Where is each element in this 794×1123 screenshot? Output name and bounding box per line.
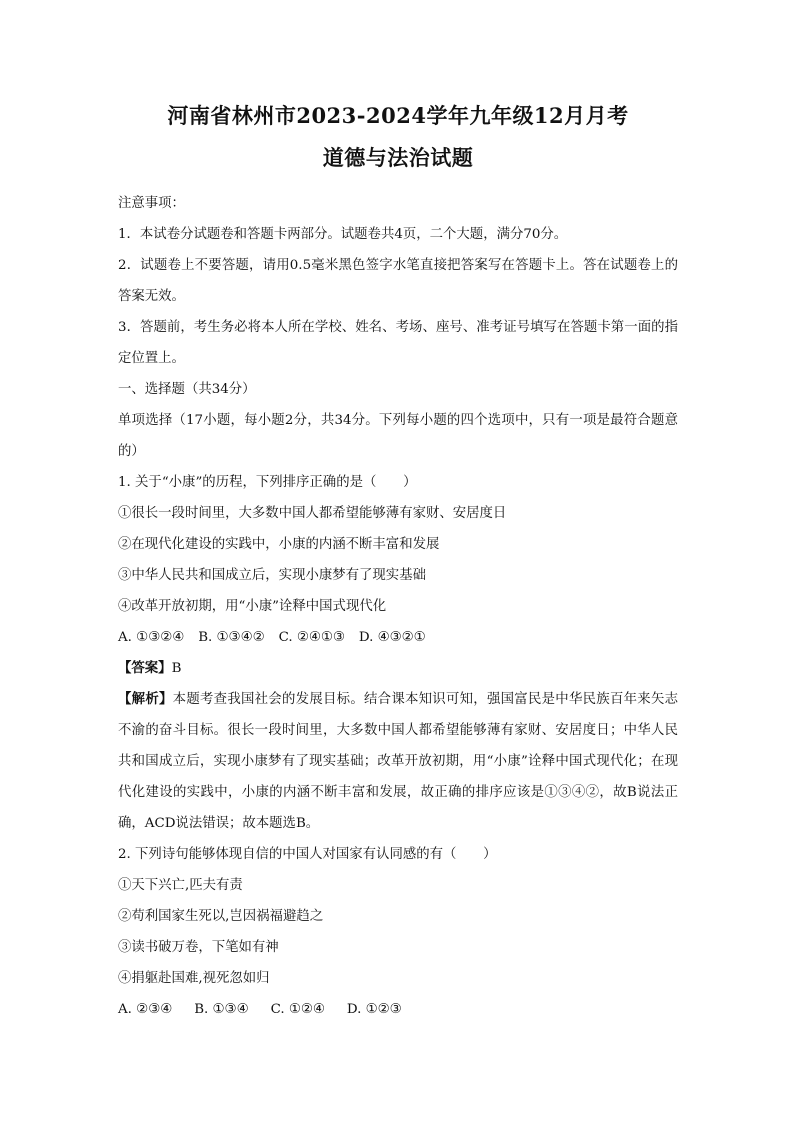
question-2-statement-2: ②苟利国家生死以,岂因祸福避趋之 xyxy=(118,909,324,924)
question-2-statement-3: ③读书破万卷，下笔如有神 xyxy=(118,940,279,955)
section-heading: 一、选择题（共34分） xyxy=(118,382,256,397)
question-1-option-a: A. ①③②④ xyxy=(118,630,185,645)
question-1-option-c: C. ②④①③ xyxy=(278,630,345,645)
question-1-option-b: B. ①③④② xyxy=(198,630,265,645)
exam-subtitle: 道德与法治试题 xyxy=(322,145,474,170)
answer-label: 【答案】 xyxy=(118,660,172,676)
notice-item-3: 3．答题前，考生务必将本人所在学校、姓名、考场、座号、准考证号填写在答题卡第一面的指定位置上。 xyxy=(118,320,678,366)
analysis-text: 本题考查我国社会的发展目标。结合课本知识可知，强国富民是中华民族百年来矢志不渝的奋斗目标。很长一段时间里，大多数中国人都希望能够薄有家财、安居度日；中华人民共和国成立后，实现小康梦有了现实基础；改革开放初期，用“小康”诠释中国式现代化；在现代化建设的实践中，小康的内涵不断丰富和发展，故正确的排序应该是①③④②，故B说法正确，ACD说法错误；故本题选B。 xyxy=(118,692,679,831)
question-2-option-c: C. ①②④ xyxy=(270,1002,325,1017)
question-1-analysis xyxy=(118,684,678,839)
question-1-statement-1: ①很长一段时间里，大多数中国人都希望能够薄有家财、安居度日 xyxy=(118,506,507,521)
section-instruction: 单项选择（17小题，每小题2分，共34分。下列每小题的四个选项中，只有一项是最符合题意的） xyxy=(118,413,678,459)
question-1-statement-4: ④改革开放初期，用“小康”诠释中国式现代化 xyxy=(118,599,387,614)
question-2-options xyxy=(118,994,678,1025)
answer-value: B xyxy=(171,661,182,676)
question-1-stem: 1. 关于“小康”的历程，下列排序正确的是（ ） xyxy=(118,475,417,490)
question-2-statement-4: ④捐躯赴国难,视死忽如归 xyxy=(118,971,270,986)
notice-heading: 注意事项： xyxy=(118,196,185,211)
analysis-label: 【解析】 xyxy=(118,691,173,707)
question-2-stem: 2. 下列诗句能够体现自信的中国人对国家有认同感的有（ ） xyxy=(118,847,497,862)
notice-item-2: 2．试题卷上不要答题，请用0.5毫米黑色签字水笔直接把答案写在答题卡上。答在试题卷上的答案无效。 xyxy=(118,258,678,304)
notice-item-1: 1．本试卷分试题卷和答题卡两部分。试题卷共4页，二个大题，满分70分。 xyxy=(118,227,568,242)
question-1-statement-3: ③中华人民共和国成立后，实现小康梦有了现实基础 xyxy=(118,568,426,583)
exam-title: 河南省林州市2023-2024学年九年级12月月考 xyxy=(167,103,629,128)
page-content xyxy=(118,100,678,1025)
question-2-option-b: B. ①③④ xyxy=(194,1002,249,1017)
question-1-option-d: D. ④③②① xyxy=(358,630,426,645)
question-2-statement-1: ①天下兴亡,匹夫有责 xyxy=(118,878,243,893)
question-1-statement-2: ②在现代化建设的实践中，小康的内涵不断丰富和发展 xyxy=(118,537,440,552)
question-2-option-d: D. ①②③ xyxy=(346,1002,402,1017)
question-2-option-a: A. ②③④ xyxy=(118,1002,173,1017)
question-1-answer xyxy=(118,653,678,684)
question-1-options xyxy=(118,622,678,653)
